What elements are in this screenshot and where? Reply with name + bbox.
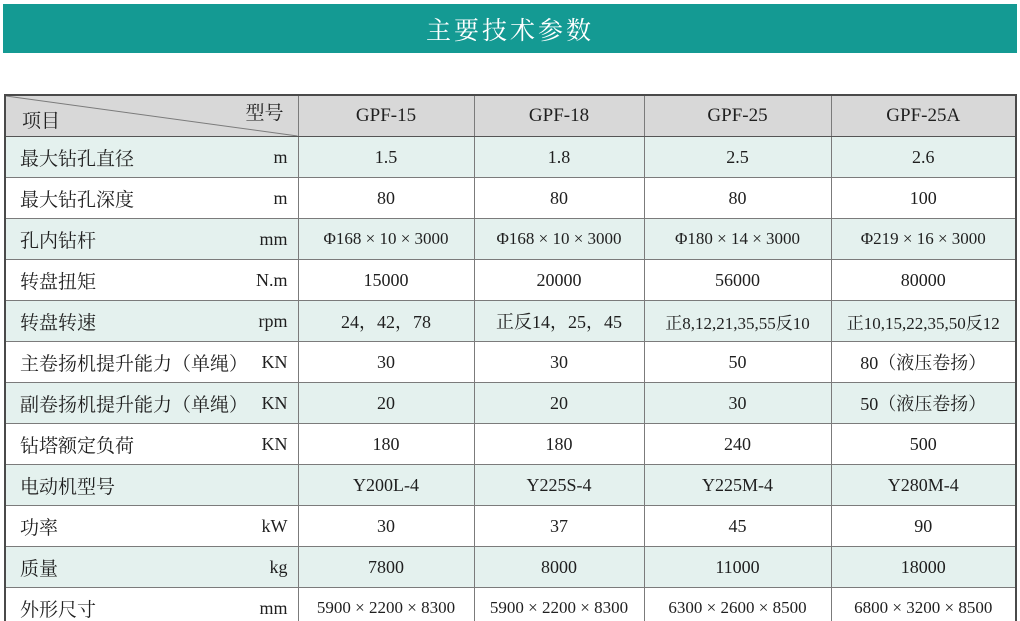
- table-row: [5, 506, 1016, 547]
- item-cell: [5, 219, 298, 260]
- value-cell: Φ219 × 16 × 3000: [831, 219, 1016, 260]
- value-cell: 30: [644, 383, 831, 424]
- unit-label: KN: [261, 392, 288, 413]
- item-label: 孔内钻杆: [20, 230, 97, 252]
- value-cell: 90: [831, 506, 1016, 547]
- value-cell: 180: [298, 424, 474, 465]
- value-cell: 1.5: [298, 137, 474, 178]
- item-label: 质量: [20, 558, 59, 580]
- item-label: 外形尺寸: [20, 599, 97, 621]
- table-row: [5, 178, 1016, 219]
- value-cell: 6800 × 3200 × 8500: [831, 588, 1016, 621]
- item-label: 最大钻孔直径: [20, 148, 135, 170]
- column-header-model: GPF-25A: [831, 95, 1016, 137]
- unit-label: KN: [261, 351, 288, 372]
- table-row: [5, 260, 1016, 301]
- item-label: 最大钻孔深度: [20, 189, 135, 211]
- corner-header-cell: [5, 95, 298, 137]
- item-cell: [5, 547, 298, 588]
- table-row: [5, 588, 1016, 621]
- value-cell: 8000: [474, 547, 644, 588]
- unit-label: mm: [259, 597, 288, 618]
- value-cell: Y280M-4: [831, 465, 1016, 506]
- column-header-model: GPF-18: [474, 95, 644, 137]
- value-cell: 5900 × 2200 × 8300: [474, 588, 644, 621]
- value-cell: 500: [831, 424, 1016, 465]
- value-cell: 6300 × 2600 × 8500: [644, 588, 831, 621]
- unit-label: KN: [261, 433, 288, 454]
- item-label: 钻塔额定负荷: [20, 435, 135, 457]
- corner-item-label: 项目: [22, 111, 61, 132]
- value-cell: Y225M-4: [644, 465, 831, 506]
- value-cell: 18000: [831, 547, 1016, 588]
- page-title-bar: [3, 4, 1017, 53]
- value-cell: 180: [474, 424, 644, 465]
- value-cell: Y200L-4: [298, 465, 474, 506]
- value-cell: 80（液压卷扬）: [831, 342, 1016, 383]
- item-cell: [5, 506, 298, 547]
- item-label: 转盘扭矩: [20, 271, 97, 293]
- value-cell: 80000: [831, 260, 1016, 301]
- value-cell: Φ168 × 10 × 3000: [474, 219, 644, 260]
- value-cell: 30: [298, 506, 474, 547]
- spec-table: [4, 94, 1017, 621]
- value-cell: 2.5: [644, 137, 831, 178]
- value-cell: Y225S-4: [474, 465, 644, 506]
- column-header-model: GPF-25: [644, 95, 831, 137]
- value-cell: 11000: [644, 547, 831, 588]
- value-cell: 100: [831, 178, 1016, 219]
- unit-label: kW: [261, 515, 288, 536]
- value-cell: 20000: [474, 260, 644, 301]
- unit-label: N.m: [256, 269, 288, 290]
- value-cell: 7800: [298, 547, 474, 588]
- unit-label: mm: [259, 228, 288, 249]
- table-row: [5, 465, 1016, 506]
- item-cell: [5, 424, 298, 465]
- value-cell: 5900 × 2200 × 8300: [298, 588, 474, 621]
- item-cell: [5, 178, 298, 219]
- value-cell: 正10,15,22,35,50反12: [831, 301, 1016, 342]
- table-row: [5, 547, 1016, 588]
- item-cell: [5, 137, 298, 178]
- table-row: [5, 301, 1016, 342]
- item-cell: [5, 465, 298, 506]
- value-cell: 80: [644, 178, 831, 219]
- table-row: [5, 342, 1016, 383]
- value-cell: 45: [644, 506, 831, 547]
- value-cell: 56000: [644, 260, 831, 301]
- item-label: 电动机型号: [20, 476, 116, 498]
- value-cell: 24，42，78: [298, 301, 474, 342]
- value-cell: 80: [474, 178, 644, 219]
- item-cell: [5, 260, 298, 301]
- table-row: [5, 424, 1016, 465]
- table-row: [5, 137, 1016, 178]
- unit-label: kg: [269, 556, 288, 577]
- corner-model-label: 型号: [245, 103, 284, 124]
- value-cell: 37: [474, 506, 644, 547]
- value-cell: Φ180 × 14 × 3000: [644, 219, 831, 260]
- value-cell: 30: [474, 342, 644, 383]
- value-cell: 30: [298, 342, 474, 383]
- table-row: [5, 219, 1016, 260]
- value-cell: 50（液压卷扬）: [831, 383, 1016, 424]
- value-cell: 50: [644, 342, 831, 383]
- table-row: [5, 383, 1016, 424]
- value-cell: 正反14，25，45: [474, 301, 644, 342]
- unit-label: rpm: [258, 310, 288, 331]
- value-cell: 20: [298, 383, 474, 424]
- item-label: 转盘转速: [20, 312, 97, 334]
- item-label: 副卷扬机提升能力（单绳）: [20, 394, 249, 416]
- value-cell: Φ168 × 10 × 3000: [298, 219, 474, 260]
- table-header-row: [5, 95, 1016, 137]
- value-cell: 1.8: [474, 137, 644, 178]
- value-cell: 正8,12,21,35,55反10: [644, 301, 831, 342]
- value-cell: 20: [474, 383, 644, 424]
- value-cell: 2.6: [831, 137, 1016, 178]
- item-cell: [5, 301, 298, 342]
- item-label: 主卷扬机提升能力（单绳）: [20, 353, 249, 375]
- value-cell: 80: [298, 178, 474, 219]
- column-header-model: GPF-15: [298, 95, 474, 137]
- item-label: 功率: [20, 517, 59, 539]
- unit-label: m: [273, 146, 288, 167]
- value-cell: 15000: [298, 260, 474, 301]
- item-cell: [5, 383, 298, 424]
- unit-label: m: [273, 187, 288, 208]
- page-title: 主要技术参数: [425, 16, 594, 45]
- item-cell: [5, 588, 298, 621]
- item-cell: [5, 342, 298, 383]
- value-cell: 240: [644, 424, 831, 465]
